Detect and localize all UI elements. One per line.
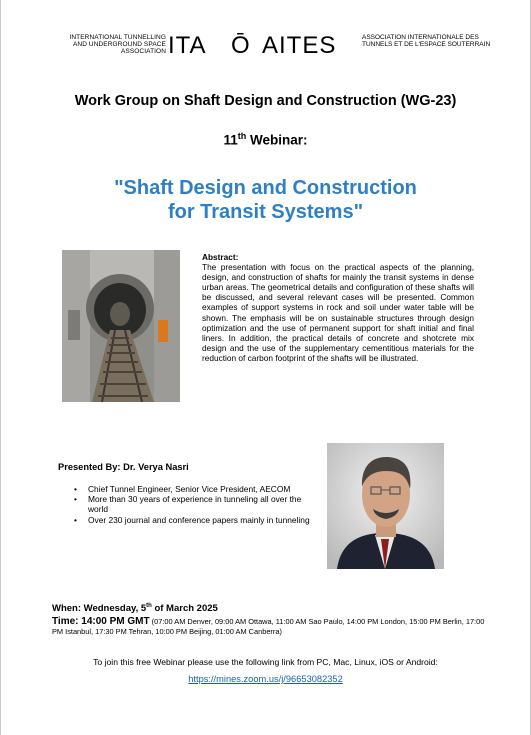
presenter-photo — [327, 443, 444, 569]
when-rest: of March 2025 — [151, 603, 218, 615]
logo-right-text: ASSOCIATION INTERNATIONALE DES TUNNELS ET DE L'ESPACE SOUTERRAIN — [362, 34, 491, 49]
when-label: When: Wednesday, 5 — [52, 603, 147, 615]
time-line — [52, 617, 492, 636]
work-group-title: Work Group on Shaft Design and Construction (WG-23) — [74, 93, 457, 109]
presenter-bullets — [60, 484, 313, 525]
logo-aites: AITES — [262, 32, 337, 59]
logo-o-letter: Ō — [231, 32, 250, 59]
time-details: (07:00 AM Denver, 09:00 AM Ottawa, 11:00 AM Sao Paulo, 14:00 PM London, 15:00 PM Berlin, 17:00 PM Istanbul, 17:30 PM Tehran, 10:00 PM Beijing, 01:00 AM Canberra) — [52, 617, 485, 636]
bullet-item: • Chief Tunnel Engineer, Senior Vice President, AECOM — [88, 484, 313, 494]
presenter-label: Presented By: Dr. Verya Nasri — [58, 462, 189, 472]
abstract-heading: Abstract: — [202, 252, 239, 262]
ita-aites-logo — [58, 30, 498, 66]
tunnel-shaft-photo — [62, 250, 180, 402]
title-line-1: "Shaft Design and Construction — [114, 177, 417, 199]
logo-o — [231, 32, 250, 60]
zoom-link[interactable]: https://mines.zoom.us/j/96653082352 — [188, 674, 343, 684]
bullet-item: • More than 30 years of experience in tunneling all over the world — [88, 494, 313, 514]
abstract-block — [202, 252, 474, 363]
logo-ita: ITA — [168, 32, 207, 59]
abstract-text: The presentation with focus on the practical aspects of the planning, design, and construction of shafts for mainly the transit systems in dense urban areas. The geometrical details and configuration of these shafts will be discussed, and several relevant cases will be presented. Common examples of support systems in rock and soil under water table will be shown. The emphasis will be on sustainable structures through design optimization and the use of permanent support for shaft initial and final liners. In addition, the practical details of concrete and shotcrete mix design and the use of the supplementary cementitious materials for the reduction of carbon footprint of the shafts will be illustrated. — [202, 262, 474, 363]
join-instructions: To join this free Webinar please use the following link from PC, Mac, Linux, iOS or Android: — [93, 657, 438, 667]
webinar-num: 11 — [223, 132, 238, 148]
time-label: Time: 14:00 PM GMT — [52, 616, 150, 627]
webinar-label: Webinar: — [250, 132, 308, 148]
webinar-title — [0, 176, 531, 224]
when-line — [52, 603, 218, 614]
title-line-2: for Transit Systems" — [167, 201, 364, 223]
when-sup: th — [146, 603, 152, 609]
logo-left-text: INTERNATIONAL TUNNELLING AND UNDERGROUND SPACE ASSOCIATION — [69, 34, 166, 56]
webinar-suffix: th — [237, 131, 247, 141]
webinar-number — [0, 131, 531, 148]
bullet-item: • Over 230 journal and conference papers mainly in tunneling — [88, 515, 313, 525]
